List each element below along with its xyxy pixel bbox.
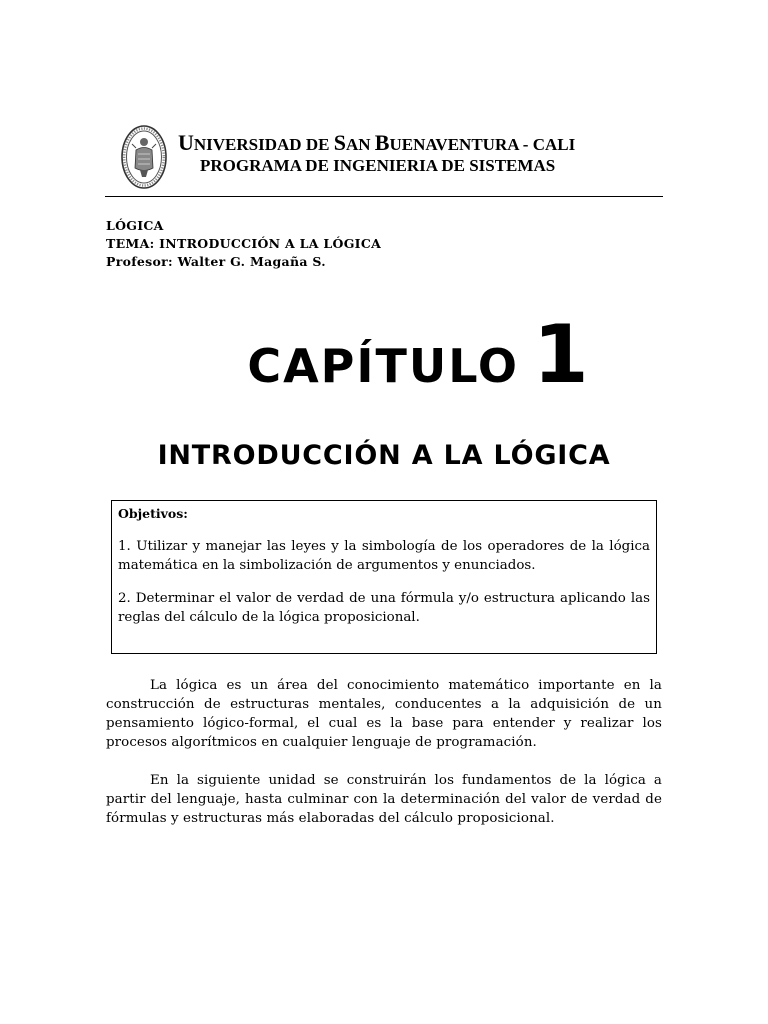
- course-subject: LÓGICA: [106, 218, 164, 233]
- objectives-box: [111, 500, 657, 654]
- objective-item: 2. Determinar el valor de verdad de una fórmula y/o estructura aplicando las reglas del cálculo de la lógica proposicional.: [118, 591, 650, 625]
- body-paragraph: La lógica es un área del conocimiento matemático importante en la construcción de estructuras mentales, conducentes a la adquisición de un pensamiento lógico-formal, el cual es la base para entender y realizar los procesos algorítmicos en cualquier lenguaje de programación.: [106, 678, 662, 750]
- university-name: UNIVERSIDAD DE SAN BUENAVENTURA - CALI: [178, 130, 576, 155]
- objectives-title: Objetivos:: [118, 506, 188, 521]
- chapter-title: INTRODUCCIÓN A LA LÓGICA: [157, 440, 611, 471]
- chapter-number: 1: [533, 308, 589, 401]
- header-divider: [105, 196, 663, 197]
- course-professor: Profesor: Walter G. Magaña S.: [106, 254, 326, 269]
- objective-item: 1. Utilizar y manejar las leyes y la simbología de los operadores de la lógica matemática en la simbolización de argumentos y enunciados.: [118, 539, 650, 573]
- body-paragraph: En la siguiente unidad se construirán los fundamentos de la lógica a partir del lenguaje, hasta culminar con la determinación del valor de verdad de fórmulas y estructuras más elaboradas del cálculo proposicional.: [106, 773, 662, 826]
- chapter-word: CAPÍTULO: [247, 339, 520, 393]
- chapter-heading: [0, 308, 768, 401]
- course-info: [106, 217, 381, 271]
- university-seal-icon: [120, 124, 168, 190]
- program-name: PROGRAMA DE INGENIERIA DE SISTEMAS: [200, 156, 556, 175]
- body-text: [106, 676, 662, 847]
- course-topic: TEMA: INTRODUCCIÓN A LA LÓGICA: [106, 236, 382, 251]
